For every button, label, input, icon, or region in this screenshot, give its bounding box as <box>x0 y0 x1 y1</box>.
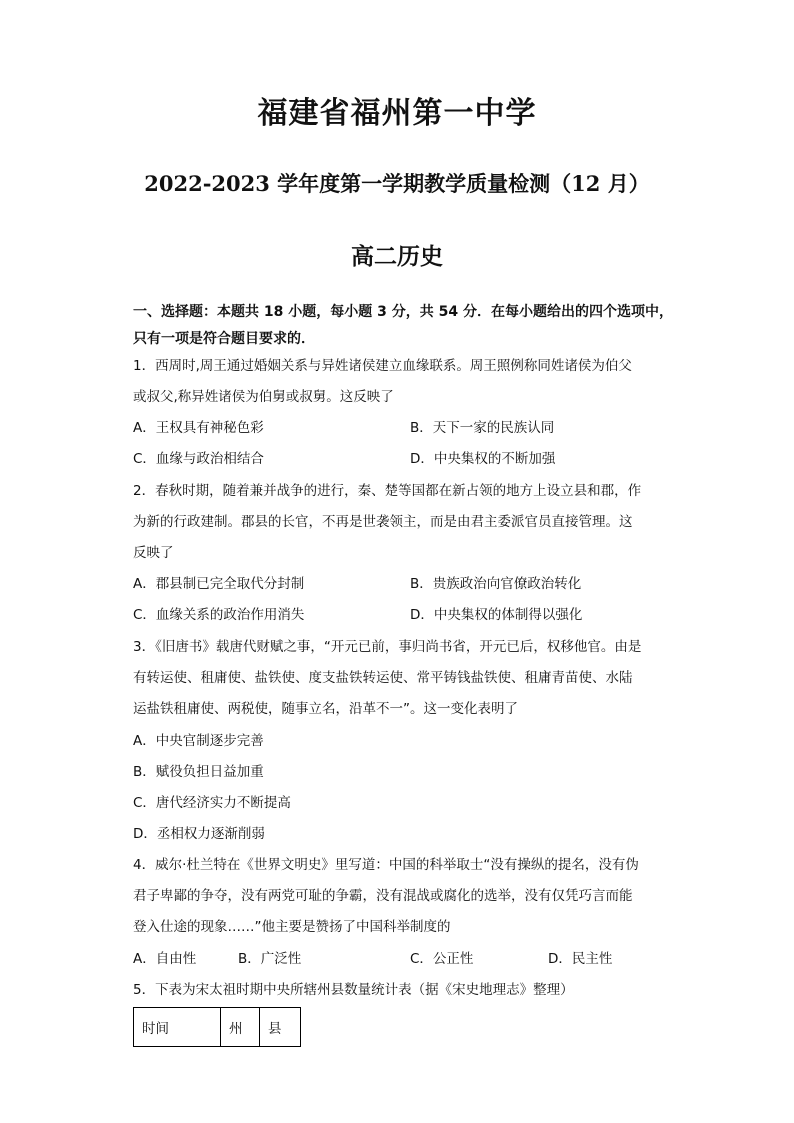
question-2-option-d[interactable]: D．中央集权的体制得以强化 <box>410 607 583 623</box>
question-2-text-line1: 2．春秋时期，随着兼并战争的进行，秦、楚等国都在新占领的地方上设立县和郡，作 <box>133 483 642 499</box>
question-5-text-line1: 5．下表为宋太祖时期中央所辖州县数量统计表（据《宋史地理志》整理） <box>133 982 574 998</box>
question-1-option-c[interactable]: C．血缘与政治相结合 <box>133 451 264 467</box>
section-instruction-line2: 只有一项是符合题目要求的． <box>133 331 315 347</box>
table-header-cell: 州 <box>221 1008 260 1047</box>
exam-title: 2022-2023 学年度第一学期教学质量检测（12 月） <box>144 171 650 196</box>
subject-title: 高二历史 <box>351 243 443 270</box>
question-3-text-line1: 3．《旧唐书》载唐代财赋之事，“开元已前，事归尚书省，开元已后，权移他官。由是 <box>133 639 642 655</box>
question-4-text-line3: 登入仕途的现象……”他主要是赞扬了中国科举制度的 <box>133 919 451 935</box>
question-4-text-line1: 4．威尔·杜兰特在《世界文明史》里写道：中国的科举取士“没有操纵的提名，没有伪 <box>133 857 639 873</box>
question-1-text-line1: 1．西周时,周王通过婚姻关系与异姓诸侯建立血缘联系。周王照例称同姓诸侯为伯父 <box>133 358 632 374</box>
prefecture-county-table <box>133 1007 301 1047</box>
question-4-option-c[interactable]: C．公正性 <box>410 951 474 967</box>
school-title: 福建省福州第一中学 <box>257 96 537 131</box>
question-1-option-a[interactable]: A．王权具有神秘色彩 <box>133 420 264 436</box>
table-header-row <box>134 1008 301 1047</box>
question-1-option-b[interactable]: B．天下一家的民族认同 <box>410 420 555 436</box>
question-3-text-line2: 有转运使、租庸使、盐铁使、度支盐铁转运使、常平铸钱盐铁使、租庸青苗使、水陆 <box>133 670 633 686</box>
table-header-cell: 时间 <box>134 1008 221 1047</box>
question-4-text-line2: 君子卑鄙的争夺，没有两党可耻的争霸，没有混战或腐化的选举，没有仅凭巧言而能 <box>133 888 633 904</box>
question-3-option-d[interactable]: D．丞相权力逐渐削弱 <box>133 826 265 842</box>
question-4-option-d[interactable]: D．民主性 <box>548 951 613 967</box>
question-1-text-line2: 或叔父,称异姓诸侯为伯舅或叔舅。这反映了 <box>133 389 394 405</box>
section-instruction-line1: 一、选择题：本题共 18 小题，每小题 3 分，共 54 分．在每小题给出的四个选项中， <box>133 304 673 320</box>
question-3-option-a[interactable]: A．中央官制逐步完善 <box>133 733 264 749</box>
question-2-option-a[interactable]: A．郡县制已完全取代分封制 <box>133 576 305 592</box>
question-3-option-b[interactable]: B．赋役负担日益加重 <box>133 764 264 780</box>
question-4-option-b[interactable]: B．广泛性 <box>238 951 302 967</box>
question-3-text-line3: 运盐铁租庸使、两税使，随事立名，沿革不一”。这一变化表明了 <box>133 701 518 717</box>
question-1-option-d[interactable]: D．中央集权的不断加强 <box>410 451 556 467</box>
question-4-option-a[interactable]: A．自由性 <box>133 951 197 967</box>
question-3-option-c[interactable]: C．唐代经济实力不断提高 <box>133 795 291 811</box>
question-2-text-line3: 反映了 <box>133 545 174 561</box>
question-2-text-line2: 为新的行政建制。郡县的长官，不再是世袭领主，而是由君主委派官员直接管理。这 <box>133 514 633 530</box>
question-2-option-c[interactable]: C．血缘关系的政治作用消失 <box>133 607 305 623</box>
question-2-option-b[interactable]: B．贵族政治向官僚政治转化 <box>410 576 582 592</box>
table-header-cell: 县 <box>260 1008 301 1047</box>
